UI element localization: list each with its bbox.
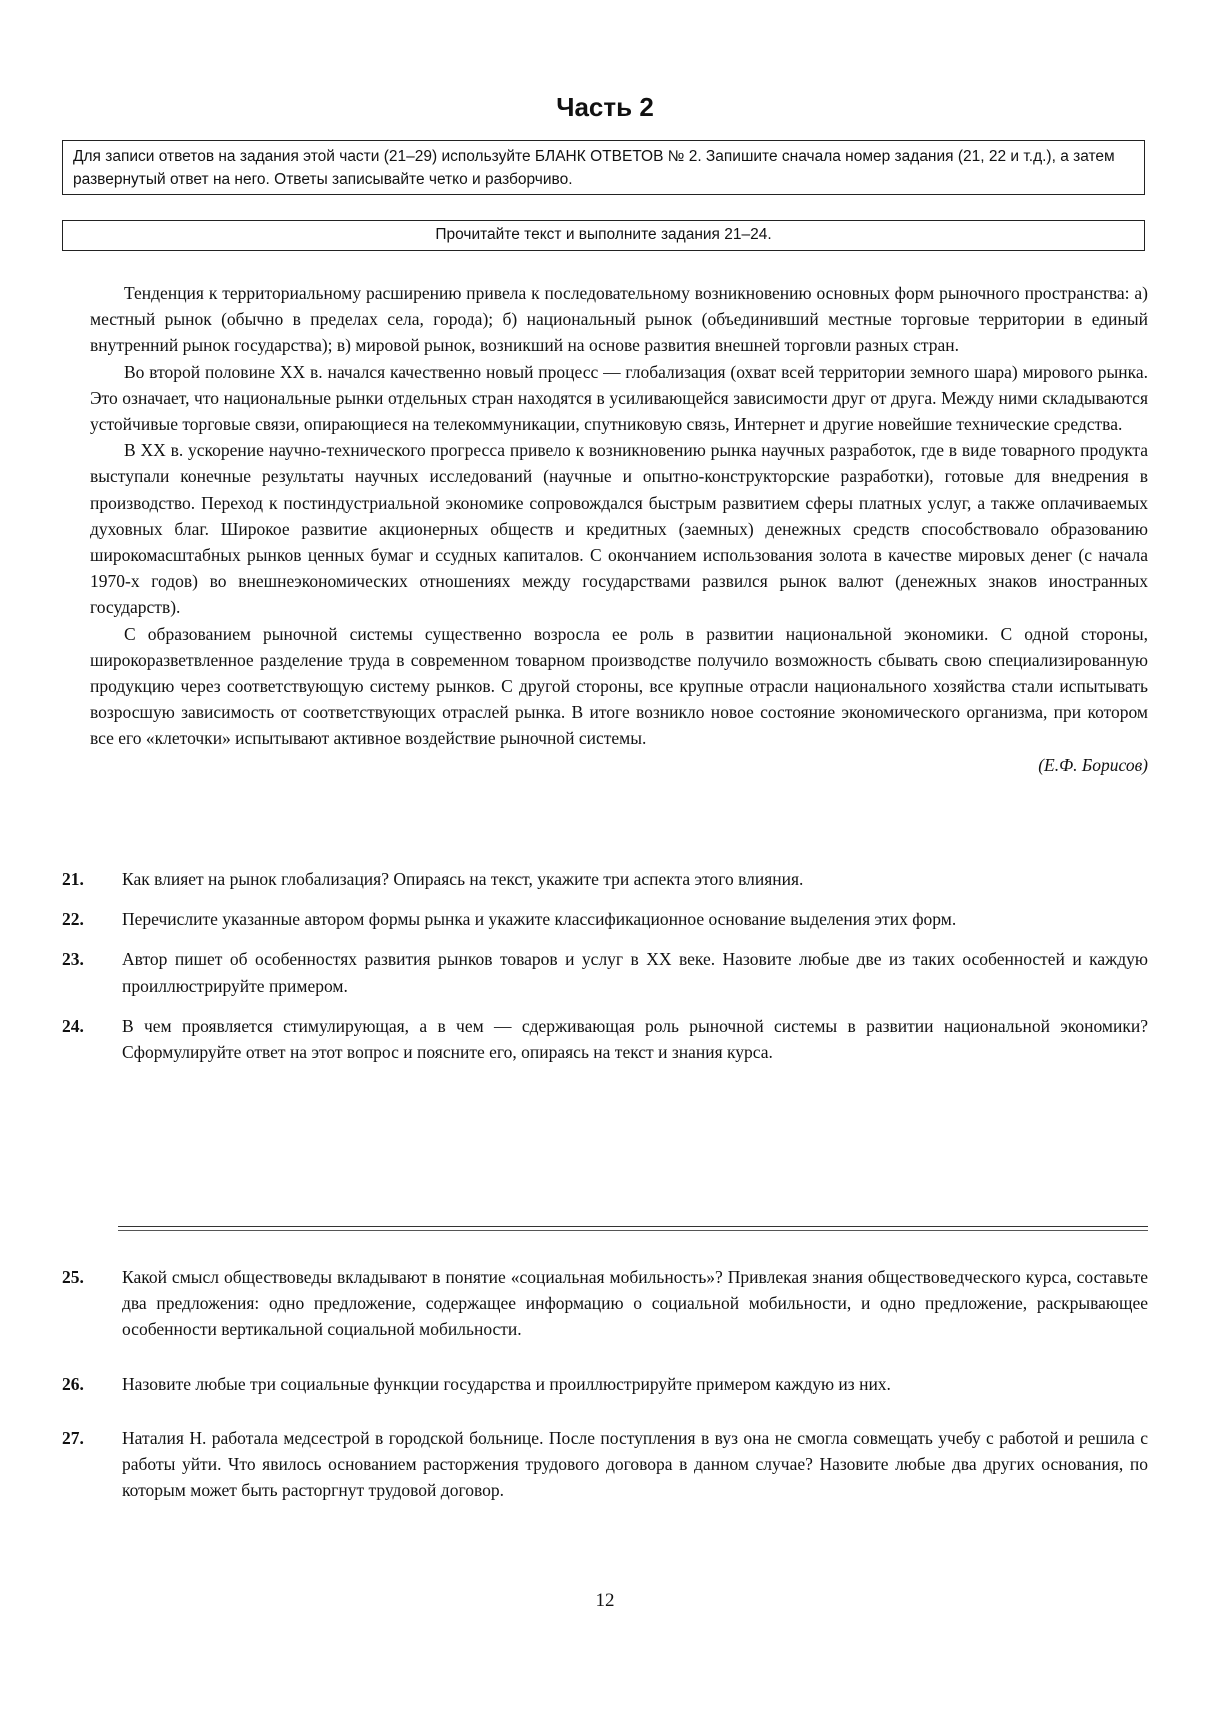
text-paragraph: С образованием рыночной системы существенно возросла ее роль в развитии национальной экономики. С одной стороны, широкоразветвленное разделение труда в современном товарном производстве получило возможность сбывать свою специализированную продукцию через соответствующую систему рынков. С другой стороны, все крупные отрасли национального хозяйства стали испытывать возросшую зависимость от соответствующих отраслей рынка. В итоге возникло новое состояние экономического организма, при котором все его «клеточки» испытывают активное воздействие рыночной системы. <box>90 623 1148 749</box>
question-item <box>62 946 1148 998</box>
questions-25-27 <box>62 1264 1148 1503</box>
question-number: 21. <box>62 869 84 889</box>
question-item <box>62 1013 1148 1065</box>
question-text: Назовите любые три социальные функции государства и проиллюстрируйте примером каждую из них. <box>122 1373 891 1394</box>
page-number: 12 <box>595 1590 615 1611</box>
questions-21-24 <box>62 866 1148 1065</box>
question-item <box>62 906 1148 932</box>
text-paragraph: В XX в. ускорение научно-технического прогресса привело к возникновению рынка научных разработок, где в виде товарного продукта выступали конечные результаты научных исследований (научные и опытно-конструкторские разработки), готовые для внедрения в производство. Переход к постиндустриальной экономике сопровождался быстрым развитием сферы платных услуг, а также оплачиваемых духовных благ. Широкое развитие акционерных обществ и кредитных (заемных) денежных средств способствовало образованию широкомасштабных рынков ценных бумаг и ссудных капиталов. С окончанием использования золота в качестве мировых денег (с начала 1970-х годов) во внешнеэкономических отношениях между государствами развился рынок валют (денежных знаков иностранных государств). <box>90 440 1148 618</box>
section-divider <box>118 1226 1148 1231</box>
reading-instruction-box: Прочитайте текст и выполните задания 21–24. <box>62 220 1145 251</box>
source-text <box>90 280 1148 778</box>
question-text: Как влияет на рынок глобализация? Опираясь на текст, укажите три аспекта этого влияния. <box>122 869 804 889</box>
question-number: 24. <box>62 1015 84 1036</box>
text-author: (Е.Ф. Борисов) <box>1038 754 1148 775</box>
question-text: Автор пишет об особенностях развития рынков товаров и услуг в XX веке. Назовите любые две из таких особенностей и каждую проиллюстрируйте примером. <box>122 949 1148 996</box>
question-item <box>62 1425 1148 1504</box>
question-text: В чем проявляется стимулирующая, а в чем — сдерживающая роль рыночной системы в развитии национальной экономики? Сформулируйте ответ на этот вопрос и поясните его, опираясь на текст и знания курса. <box>122 1015 1148 1063</box>
question-text: Перечислите указанные автором формы рынка и укажите классификационное основание выделения этих форм. <box>122 909 957 930</box>
page-title: Часть 2 <box>556 92 654 122</box>
question-number: 25. <box>62 1267 84 1287</box>
question-text: Наталия Н. работала медсестрой в городской больнице. После поступления в вуз она не смогла совмещать учебу с работой и решила с работы уйти. Что явилось основанием расторжения трудового договора в данном случае? Назовите любые два других основания, по которым может быть расторгнут трудовой договор. <box>122 1427 1148 1501</box>
question-item <box>62 1264 1148 1343</box>
text-paragraph: Во второй половине XX в. начался качественно новый процесс — глобализация (охват всей территории земного шара) мирового рынка. Это означает, что национальные рынки отдельных стран находятся в усиливающейся зависимости друг от друга. Между ними складываются устойчивые торговые связи, опирающиеся на телекоммуникации, спутниковую связь, Интернет и другие новейшие технические средства. <box>90 361 1148 435</box>
question-number: 27. <box>62 1427 84 1448</box>
question-item <box>62 866 1148 892</box>
question-item <box>62 1371 1148 1397</box>
question-number: 23. <box>62 949 84 970</box>
question-number: 22. <box>62 909 84 930</box>
question-text: Какой смысл обществоведы вкладывают в понятие «социальная мобильность»? Привлекая знания обществоведческого курса, составьте два предложения: одно предложение, содержащее информацию о социальной мобильности, и одно предложение, раскрывающее особенности вертикальной социальной мобильности. <box>122 1267 1148 1340</box>
answer-instructions-box: Для записи ответов на задания этой части (21–29) используйте БЛАНК ОТВЕТОВ № 2. Запишите сначала номер задания (21, 22 и т.д.), а затем развернутый ответ на него. Ответы записывайте четко и разборчиво. <box>62 140 1145 195</box>
text-paragraph: Тенденция к территориальному расширению привела к последовательному возникновению основных форм рыночного пространства: а) местный рынок (обычно в пределах села, города); б) национальный рынок (объединивший местные торговые территории в единый внутренний рынок государства); в) мировой рынок, возникший на основе развития внешней торговли разных стран. <box>90 283 1148 356</box>
question-number: 26. <box>62 1373 84 1394</box>
